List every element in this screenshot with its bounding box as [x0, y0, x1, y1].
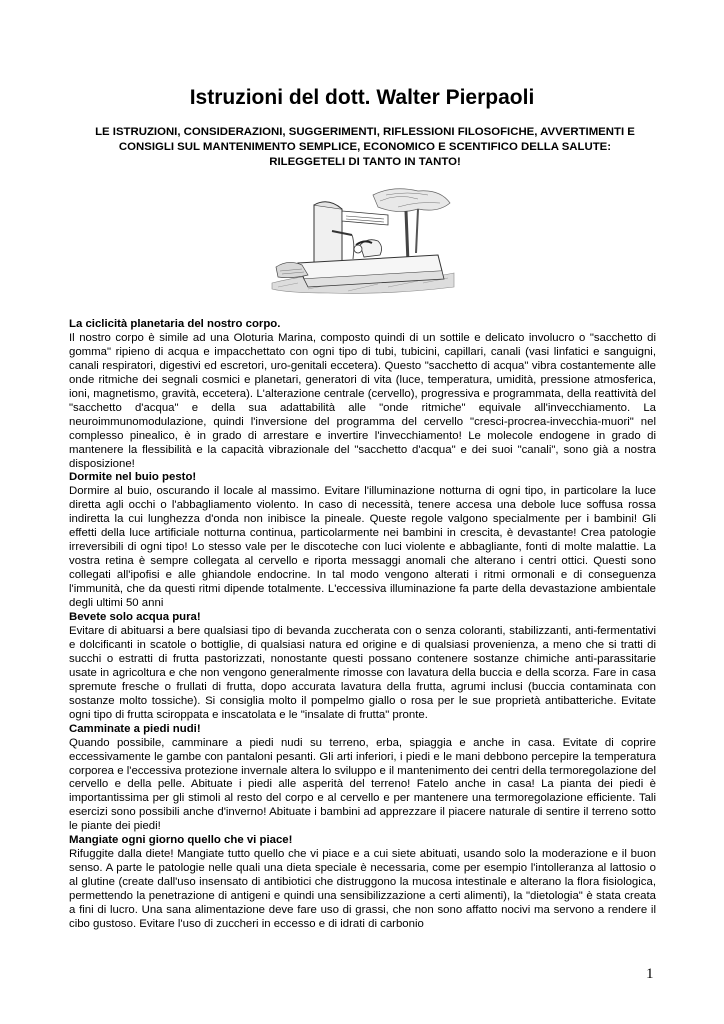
- document-subtitle: LE ISTRUZIONI, CONSIDERAZIONI, SUGGERIMENTI, RIFLESSIONI FILOSOFICHE, AVVERTIMENTI E CONSIGLI SUL MANTENIMENTO SEMPLICE, ECONOMICO E SCENTIFICO DELLA SALUTE: RILEGGETELI DI TANTO IN TANTO!: [95, 126, 635, 168]
- document-title: Istruzioni del dott. Walter Pierpaoli: [189, 86, 535, 109]
- section-heading-walk-barefoot: Camminate a piedi nudi!: [69, 722, 201, 735]
- section-heading-eat-what-you-like: Mangiate ogni giorno quello che vi piace!: [69, 834, 293, 847]
- section-body-sleep-in-dark: Dormire al buio, oscurando il locale al massimo. Evitare l'illuminazione notturna di ogni tipo, in particolare la luce diretta agli occhi o l'abbagliamento violento. In caso di necessità, tenere accesa una debole luce soffusa rossa indiretta la cui lunghezza d'onda non inibisce la pineale. Queste regole valgono specialmente per i bambini! Gli effetti della luce artificiale notturna continua, particolarmente nei bambini in crescita, è devastante! Crea patologie irreversibili di ogni tipo! Lo stesso vale per le discoteche con luci violente e abbagliante, fonti di molte malattie. La vostra retina è sempre collegata al cervello e riporta messaggi anomali che alterano i centri ottici. Questi sono collegati all'ipofisi e alle ghiandole endocrine. In tal modo vengono alterati i ritmi ormonali e di conseguenza l'immunità, che da questi ritmi dipende totalmente. L'eccessiva illuminazione fa parte della devastazione ambientale degli ultimi 50 anni: [69, 485, 656, 610]
- section-body-planetary-cycle: Il nostro corpo è simile ad una Oloturia Marina, composto quindi di un sottile e delicato involucro o "sacchetto di gomma" ripieno di acqua e impacchettato con ogni tipo di tubi, tubicini, capillari, canali (vasi linfatici e sanguigni, canali respiratori, digestivi ed escretori, uro-genitali eccetera). Questo "sacchetto di acqua" vibra costantemente alle onde ritmiche dei segnali cosmici e planetari, generatori di vita (luce, temperatura, umidità, pressione atmosferica, ioni, magnetismo, gravità, eccetera). L'alterazione centrale (cervello), progressiva e programmata, della reattività del "sacchetto d'acqua" e della sua adattabilità alle "onde ritmiche" equivale all'invecchiamento. La neuroimmunomodulazione, quindi l'inversione del programma del cervello "cresci-procrea-invecchia-muori" nel complesso pinealico, è in grado di arrestare e invertire l'invecchiamento! Le molecole endogene in grado di mantenere la flessibilità e la capacità vibrazionale del "sacchetto d'acqua" e dei suoi "canali", sono già a nostra disposizione!: [69, 331, 656, 470]
- page-number: 1: [646, 966, 654, 982]
- section-body-eat-what-you-like: Rifuggite dalla diete! Mangiate tutto quello che vi piace e a cui siete abituati, usando solo la moderazione e il buon senso. A parte le patologie nelle quali una dieta speciale è necessaria, come per esempio l'intolleranza al lattosio o al glutine (create dall'uso insensato di antibiotici che distruggono la mucosa intestinale e alterano la flora fisiologica, permettendo la penetrazione di antigeni e quindi una sensibilizzazione a certi alimenti), la "dietologia" è stata creata a fini di lucro. Una sana alimentazione deve fare uso di grassi, che non sono affatto nocivi ma servono a rendere il cibo gustoso. Evitare l'uso di zuccheri in eccesso e di idrati di carbonio: [69, 848, 656, 930]
- section-heading-drink-water: Bevete solo acqua pura!: [69, 611, 201, 624]
- section-heading-planetary-cycle: La ciclicità planetaria del nostro corpo.: [69, 318, 281, 330]
- fountain-illustration: [268, 183, 456, 303]
- section-heading-sleep-in-dark: Dormite nel buio pesto!: [69, 471, 197, 484]
- section-body-drink-water: Evitare di abituarsi a bere qualsiasi tipo di bevanda zuccherata con o senza coloranti, stabilizzanti, anti-fermentativi e dolcificanti in scatole o bottiglie, di qualsiasi natura ed origine e di qualsiasi provenienza, a meno che si tratti di succhi o estratti di frutta pastorizzati, nonostante questi possano contenere sostanze chimiche anti-parassitarie usate in agricoltura e che non vengono generalmente rimosse con lavatura della buccia e della scorza. Fare in casa spremute fresche o frullati di frutta, dopo accurata lavatura della frutta, agrumi inclusi (buccia contaminata con sostanze molto tossiche). Si consiglia molto il pompelmo giallo o rosa per le sue proprietà antibatteriche. Evitate ogni tipo di frutta sciroppata e inscatolata e le "insalate di frutta" pronte.: [69, 624, 656, 721]
- document-content: [69, 318, 656, 932]
- section-body-walk-barefoot: Quando possibile, camminare a piedi nudi su terreno, erba, spiaggia e anche in casa. Evitate di coprire eccessivamente le gambe con pantaloni pesanti. Gli arti inferiori, i piedi e le mani debbono percepire la temperatura corporea e l'eccessiva protezione invernale altera lo sviluppo e il mantenimento dei centri della termoregolazione del cervello e della pelle. Abituate i piedi alle asperità del terreno! Fatelo anche in casa! La pianta dei piedi è importantissima per gli stimoli al resto del corpo e al cervello e per mantenere una termoregolazione efficiente. Tali esercizi sono possibili anche d'inverno! Abituate i bambini ad apprezzare il piacere naturale di sentire il terreno sotto le piante dei piedi!: [69, 736, 656, 833]
